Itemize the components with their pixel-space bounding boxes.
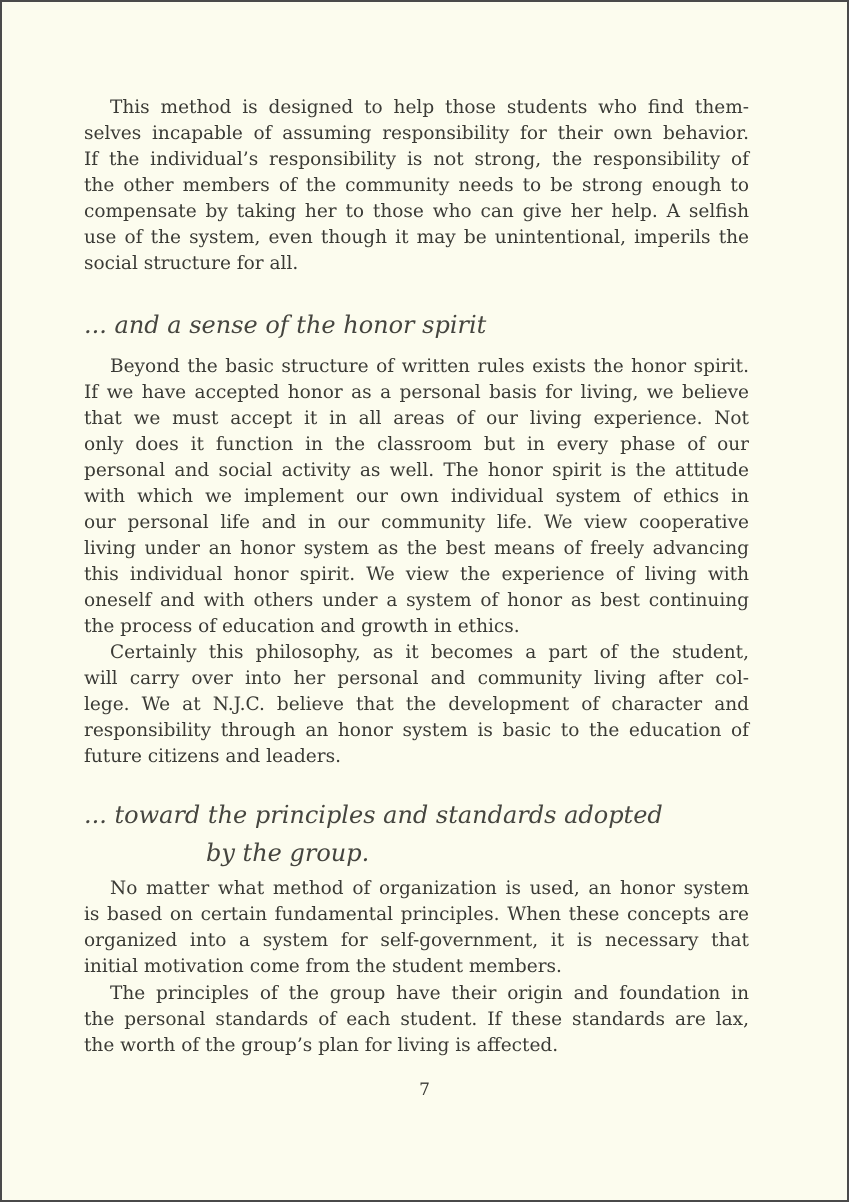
text-line: oneself and with others under a system of honor as best continuing [84, 590, 749, 611]
text-line: compensate by taking her to those who can give her help. A selfish [84, 201, 749, 222]
text-line: the other members of the community needs to be strong enough to [84, 175, 749, 196]
section-heading-principles-continued: by the group. [206, 839, 370, 867]
text-line: this individual honor spirit. We view the experience of living with [84, 564, 749, 585]
text-line: will carry over into her personal and community living after col- [84, 668, 749, 689]
paragraph-group-principles [84, 981, 749, 1059]
text-line: only does it function in the classroom but in every phase of our [84, 434, 749, 455]
section-heading-principles: ... toward the principles and standards adopted [84, 801, 663, 829]
paragraph-honor-spirit [84, 354, 749, 640]
text-line: the personal standards of each student. If these standards are lax, [84, 1009, 749, 1030]
text-line: with which we implement our own individual system of ethics in [84, 486, 749, 507]
text-line: social structure for all. [84, 253, 299, 274]
text-line: personal and social activity as well. The honor spirit is the attitude [84, 460, 749, 481]
text-line: responsibility through an honor system is basic to the education of [84, 720, 749, 741]
text-line: use of the system, even though it may be unintentional, imperils the [84, 227, 749, 248]
text-line: our personal life and in our community life. We view cooperative [84, 512, 749, 533]
text-line: selves incapable of assuming responsibility for their own behavior. [84, 123, 749, 144]
text-line: the process of education and growth in ethics. [84, 616, 520, 637]
text-line: future citizens and leaders. [84, 746, 341, 767]
page-number: 7 [419, 1080, 430, 1100]
text-line: lege. We at N.J.C. believe that the development of character and [84, 694, 749, 715]
text-line: organized into a system for self-government, it is necessary that [84, 930, 749, 951]
text-line: This method is designed to help those students who find them- [110, 97, 749, 118]
text-line: that we must accept it in all areas of our living experience. Not [84, 408, 749, 429]
text-line: is based on certain fundamental principles. When these concepts are [84, 904, 749, 925]
text-line: If the individual’s responsibility is not strong, the responsibility of [84, 149, 749, 170]
text-line: living under an honor system as the best means of freely advancing [84, 538, 749, 559]
text-line: If we have accepted honor as a personal basis for living, we believe [84, 382, 749, 403]
text-line: No matter what method of organization is used, an honor system [110, 878, 749, 899]
text-line: Certainly this philosophy, as it becomes a part of the student, [110, 642, 749, 663]
paragraph-organization [84, 876, 749, 980]
section-heading-honor-spirit: ... and a sense of the honor spirit [84, 311, 487, 339]
text-line: the worth of the group’s plan for living is affected. [84, 1035, 559, 1056]
paragraph-philosophy [84, 640, 749, 770]
text-line: Beyond the basic structure of written rules exists the honor spirit. [110, 356, 749, 377]
text-line: initial motivation come from the student members. [84, 956, 562, 977]
paragraph-method [84, 95, 749, 277]
text-line: The principles of the group have their origin and foundation in [110, 983, 749, 1004]
